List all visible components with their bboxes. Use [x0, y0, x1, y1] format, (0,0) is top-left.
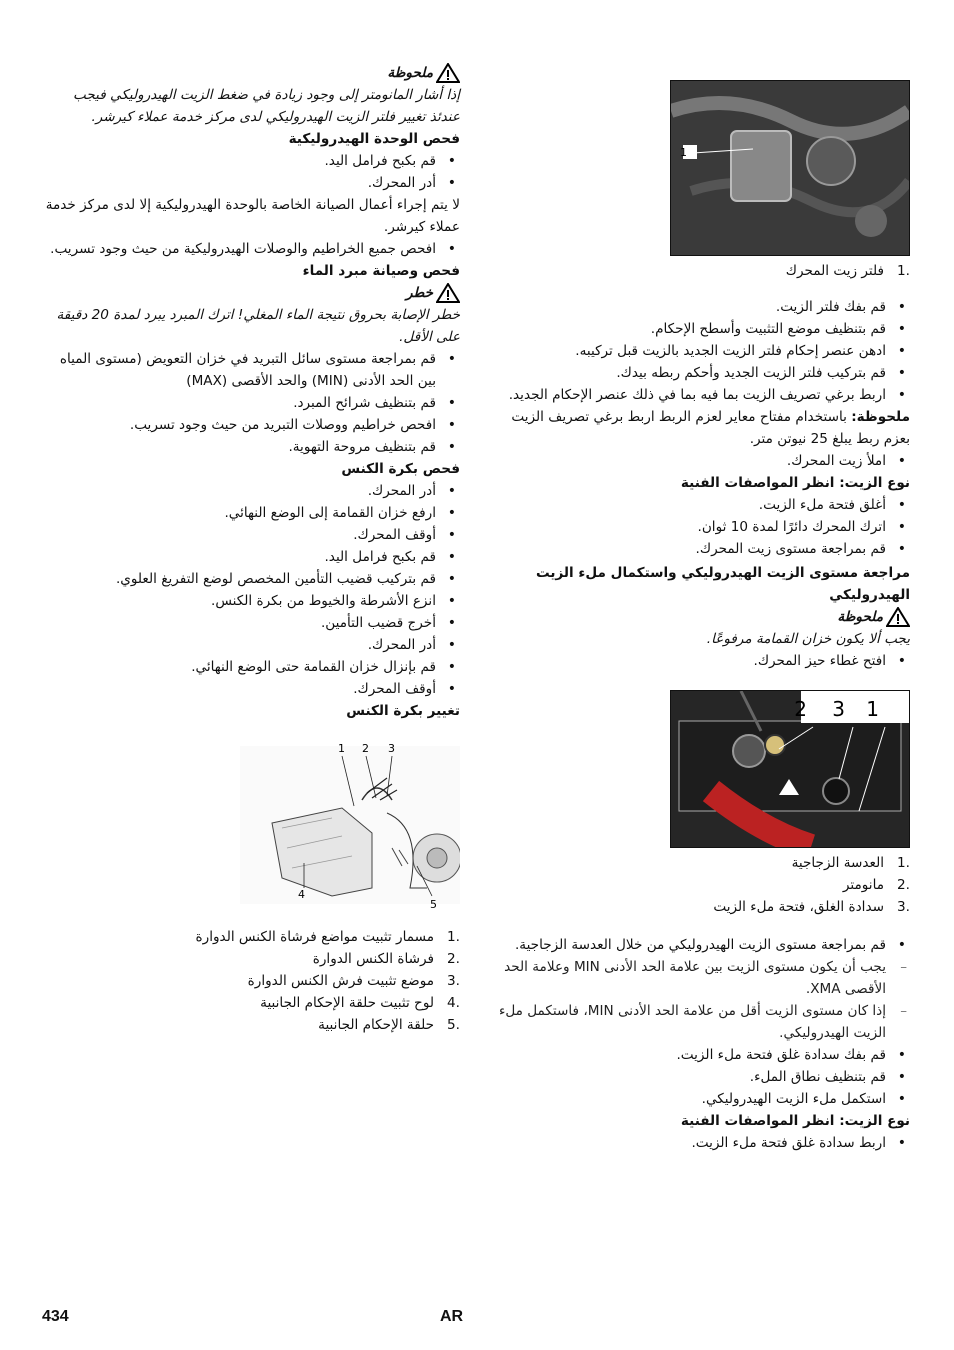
- left-column: [42, 62, 460, 1036]
- danger-text: خطر الإصابة بحروق نتيجة الماء المغلي! اترك المبرد يبرد لمدة 20 دقيقة على الأقل.: [56, 307, 460, 345]
- note-text: يجب ألا يكون خزان القمامة مرفوعًا.: [706, 631, 910, 647]
- check-level-steps: [495, 934, 910, 956]
- list-item: • اترك المحرك دائرًا لمدة 10 ثوان.: [495, 516, 910, 538]
- list-item: • قم بفك سدادة غلق فتحة ملء الزيت.: [495, 1044, 910, 1066]
- legend-item: 3. موضع تثبيت فرش الكنس الدوارة: [247, 973, 460, 989]
- list-item: • أدر المحرك.: [42, 172, 460, 194]
- oil-filter-photo: [670, 80, 910, 256]
- photo-label: 1: [680, 146, 687, 159]
- note-text: إذا أشار المانومتر إلى وجود زيادة في ضغط الزيت الهيدروليكي فيجب عندئذ تغيير فلتر الزيت الهيدروليكي لدى مركز خدمة عملاء كيرشر.: [73, 87, 460, 125]
- list-item: • أدر المحرك.: [42, 634, 460, 656]
- level-conditions: [495, 956, 910, 1044]
- figure-label: 4: [298, 888, 305, 901]
- list-item: • اربط سدادة غلق فتحة ملء الزيت.: [495, 1132, 910, 1154]
- figure-label: 5: [430, 898, 437, 911]
- hydraulic-tank-legend: [495, 852, 910, 918]
- list-item: • قم بتنظيف مروحة التهوية.: [42, 436, 460, 458]
- list-item: • قم بكبح فرامل اليد.: [42, 546, 460, 568]
- photo-label: 1: [866, 697, 879, 721]
- legend-item: 2. مانومتر: [842, 877, 910, 893]
- list-item: • افتح غطاء حيز المحرك.: [495, 650, 910, 672]
- language-code: AR: [440, 1308, 464, 1325]
- list-item: • افحص خراطيم ووصلات التبريد من حيث وجود تسريب.: [42, 414, 460, 436]
- list-item: • أوقف المحرك.: [42, 524, 460, 546]
- list-item: – يجب أن يكون مستوى الزيت بين علامة الحد الأدنى MIN وعلامة الحد الأقصى XMA.: [495, 956, 910, 1000]
- list-item: – إذا كان مستوى الزيت أقل من علامة الحد الأدنى MIN، فاستكمل ملء الزيت الهيدروليكي.: [495, 1000, 910, 1044]
- roller-drawing: [42, 738, 460, 916]
- warning-triangle-icon: [436, 283, 460, 303]
- refill-steps: [495, 450, 910, 472]
- hydraulic-paragraph: لا يتم إجراء أعمال الصيانة الخاصة بالوحدة الهيدروليكية إلا لدى مركز خدمة عملاء كيرشر.: [45, 197, 460, 235]
- list-item: • اربط برغي تصريف الزيت بما فيه بما في ذلك عنصر الإحكام الجديد.: [495, 384, 910, 406]
- danger-heading: [42, 282, 460, 304]
- legend-item: 1. العدسة الزجاجية: [791, 855, 910, 871]
- list-item: • ارفع خزان القمامة إلى الوضع النهائي.: [42, 502, 460, 524]
- figure-label: 1: [338, 742, 345, 755]
- note-heading: [42, 62, 460, 84]
- run-steps: [495, 494, 910, 560]
- list-item: • افحص جميع الخراطيم والوصلات الهيدروليكية من حيث وجود تسريب.: [42, 238, 460, 260]
- hydraulic-tank-photo: [670, 690, 910, 848]
- list-item: • ادهن عنصر إحكام فلتر الزيت الجديد بالزيت قبل تركيبه.: [495, 340, 910, 362]
- oil-type: نوع الزيت: انظر المواصفات الفنية: [680, 475, 910, 491]
- list-item: • استكمل ملء الزيت الهيدروليكي.: [495, 1088, 910, 1110]
- open-cover-steps: [495, 650, 910, 672]
- section-heading-roller-check: فحص بكرة الكنس: [341, 461, 460, 477]
- section-heading-cooler: فحص وصيانة مبرد الماء: [302, 263, 460, 279]
- legend-item: 1. مسمار تثبيت مواضع فرشاة الكنس الدوارة: [195, 929, 460, 945]
- note-label: ملحوظة:: [851, 409, 910, 425]
- note-title: ملحوظة: [837, 609, 883, 625]
- hydraulic-steps-2: [42, 238, 460, 260]
- list-item: • قم بمراجعة مستوى الزيت الهيدروليكي من خلال العدسة الزجاجية.: [495, 934, 910, 956]
- legend-item: 3. سدادة الغلق، فتحة ملء الزيت: [713, 899, 910, 915]
- section-heading-hydraulic: فحص الوحدة الهيدروليكية: [288, 131, 460, 147]
- roller-check-steps: [42, 480, 460, 700]
- list-item: • قم بكبح فرامل اليد.: [42, 150, 460, 172]
- list-item: • املأ زيت المحرك.: [495, 450, 910, 472]
- note-text: باستخدام مفتاح معاير لعزم الربط اربط برغي تصريف الزيت بعزم ربط يبلغ 25 نيوتن متر.: [511, 409, 910, 447]
- list-item: • قم بتنظيف شرائح المبرد.: [42, 392, 460, 414]
- roller-figure: [42, 738, 460, 916]
- photo-label: 2: [794, 697, 807, 721]
- oil-type: نوع الزيت: انظر المواصفات الفنية: [680, 1113, 910, 1129]
- list-item: • قم بتنظيف موضع التثبيت وأسطح الإحكام.: [495, 318, 910, 340]
- list-item: • أخرج قضيب التأمين.: [42, 612, 460, 634]
- legend-item: 1. فلتر زيت المحرك: [785, 263, 910, 279]
- legend-item: 2. فرشاة الكنس الدوارة: [312, 951, 460, 967]
- section-heading-hydraulic-oil: مراجعة مستوى الزيت الهيدروليكي واستكمال ملء الزيت الهيدروليكي: [535, 565, 910, 603]
- warning-triangle-icon: [886, 607, 910, 627]
- legend-item: 4. لوح تثبيت حلقة الإحكام الجانبية: [260, 995, 460, 1011]
- cooler-steps: [42, 348, 460, 458]
- photo-label: 3: [832, 697, 845, 721]
- list-item: • قم بمراجعة مستوى سائل التبريد في خزان التعويض (مستوى المياه بين الحد الأدنى (MIN) والحد الأقصى (MAX): [42, 348, 460, 392]
- list-item: • قم بتنظيف نطاق الملء.: [495, 1066, 910, 1088]
- warning-triangle-icon: [436, 63, 460, 83]
- oil-filter-image: [671, 81, 909, 255]
- list-item: • قم بإنزال خزان القمامة حتى الوضع النهائي.: [42, 656, 460, 678]
- note-title: ملحوظة: [387, 65, 433, 81]
- list-item: • قم بتركيب فلتر الزيت الجديد وأحكم ربطه بيدك.: [495, 362, 910, 384]
- list-item: • أدر المحرك.: [42, 480, 460, 502]
- danger-title: خطر: [405, 285, 433, 301]
- list-item: • قم بتركيب قضيب التأمين المخصص لوضع التفريغ العلوي.: [42, 568, 460, 590]
- note-heading: [495, 606, 910, 628]
- torque-note: [495, 406, 910, 450]
- figure-label: 2: [362, 742, 369, 755]
- roller-legend: [42, 926, 460, 1036]
- oil-filter-legend: [495, 260, 910, 282]
- page-number: 434: [42, 1308, 69, 1325]
- section-heading-roller-change: تغيير بكرة الكنس: [346, 703, 460, 719]
- hydraulic-steps: [42, 150, 460, 194]
- list-item: • أغلق فتحة ملء الزيت.: [495, 494, 910, 516]
- oil-filter-steps: [495, 296, 910, 406]
- figure-label: 3: [388, 742, 395, 755]
- list-item: • انزع الأشرطة والخيوط من بكرة الكنس.: [42, 590, 460, 612]
- hydraulic-tank-image: [671, 691, 909, 847]
- list-item: • أوقف المحرك.: [42, 678, 460, 700]
- legend-item: 5. حلقة الإحكام الجانبية: [318, 1017, 460, 1033]
- close-steps: [495, 1132, 910, 1154]
- right-column: [495, 80, 910, 1154]
- list-item: • قم بمراجعة مستوى زيت المحرك.: [495, 538, 910, 560]
- fill-steps: [495, 1044, 910, 1110]
- list-item: • قم بفك فلتر الزيت.: [495, 296, 910, 318]
